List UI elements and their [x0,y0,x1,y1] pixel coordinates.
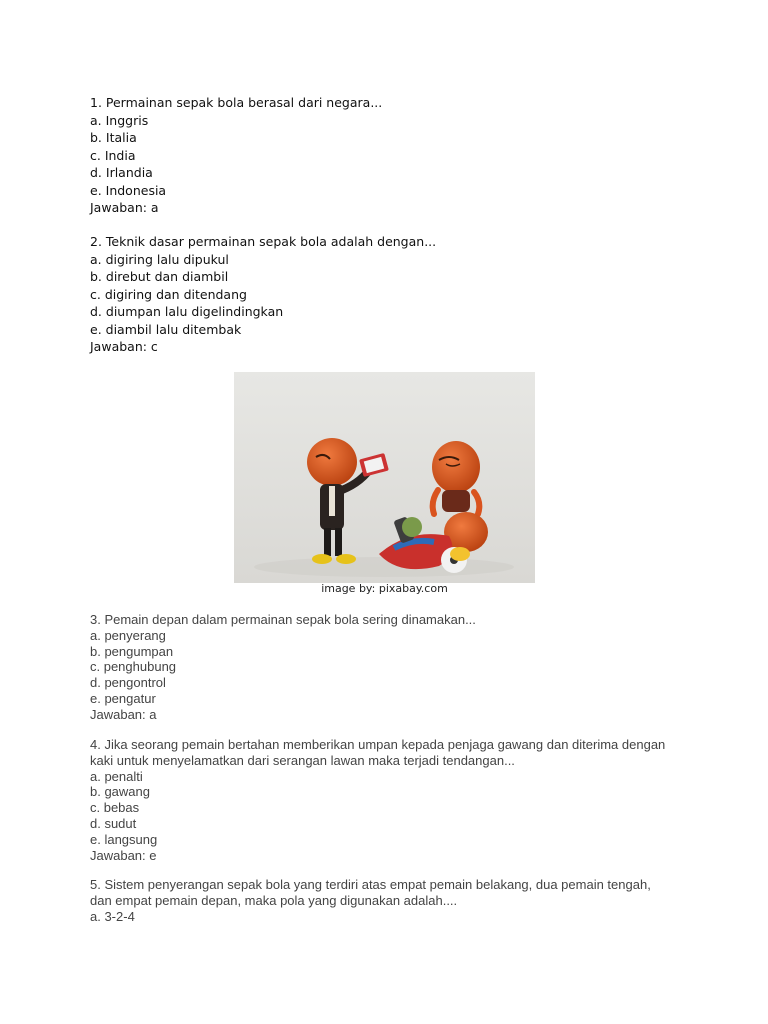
question-5-text-line-1: 5. Sistem penyerangan sepak bola yang terdiri atas empat pemain belakang, dua pemain tengah, [90,877,651,892]
question-1-option-c: c. India [90,147,136,163]
question-4-option-d: d. sudut [90,815,137,831]
question-1-option-d: d. Irlandia [90,165,153,180]
question-4-text-line-2: kaki untuk menyelamatkan dari serangan lawan maka terjadi tendangan... [90,752,515,768]
question-4-option-c: c. bebas [90,800,140,816]
question-1 [90,94,382,217]
question-5 [90,877,690,924]
question-2-option-b: b. direbut dan diambil [90,269,229,284]
question-3-option-b: b. pengumpan [90,643,174,659]
question-4-option-b: b. gawang [90,784,150,800]
question-5-text-line-2: dan empat pemain depan, maka pola yang digunakan adalah.... [90,892,458,908]
question-4-option-e: e. langsung [90,831,158,847]
football-figures-photo [234,372,535,583]
question-3-option-a: a. penyerang [90,627,166,643]
question-3 [90,612,690,723]
question-1-text: 1. Permainan sepak bola berasal dari negara... [90,95,383,110]
question-1-answer: Jawaban: a [90,200,159,215]
question-2 [90,233,436,356]
question-4 [90,737,690,863]
question-1-option-b: b. Italia [90,130,137,145]
question-2-option-d: d. diumpan lalu digelindingkan [90,304,284,319]
question-1-option-e: e. Indonesia [90,182,167,198]
question-4-answer: Jawaban: e [90,847,157,863]
question-3-option-c: c. penghubung [90,659,177,675]
question-3-option-d: d. pengontrol [90,675,166,691]
question-2-option-c: c. digiring dan ditendang [90,286,247,302]
question-2-option-e: e. diambil lalu ditembak [90,321,242,337]
question-3-option-e: e. pengatur [90,690,156,706]
question-3-text: 3. Pemain depan dalam permainan sepak bola sering dinamakan... [90,612,476,627]
question-2-option-a: a. digiring lalu dipukul [90,251,229,267]
question-2-answer: Jawaban: c [90,339,158,354]
question-2-text: 2. Teknik dasar permainan sepak bola adalah dengan... [90,234,437,249]
question-3-answer: Jawaban: a [90,706,157,722]
photo-caption: image by: pixabay.com [321,582,448,595]
question-4-text-line-1: 4. Jika seorang pemain bertahan memberikan umpan kepada penjaga gawang dan diterima dengan [90,737,666,752]
question-1-option-a: a. Inggris [90,112,149,128]
question-5-option-a: a. 3-2-4 [90,908,135,924]
question-4-option-a: a. penalti [90,768,143,784]
